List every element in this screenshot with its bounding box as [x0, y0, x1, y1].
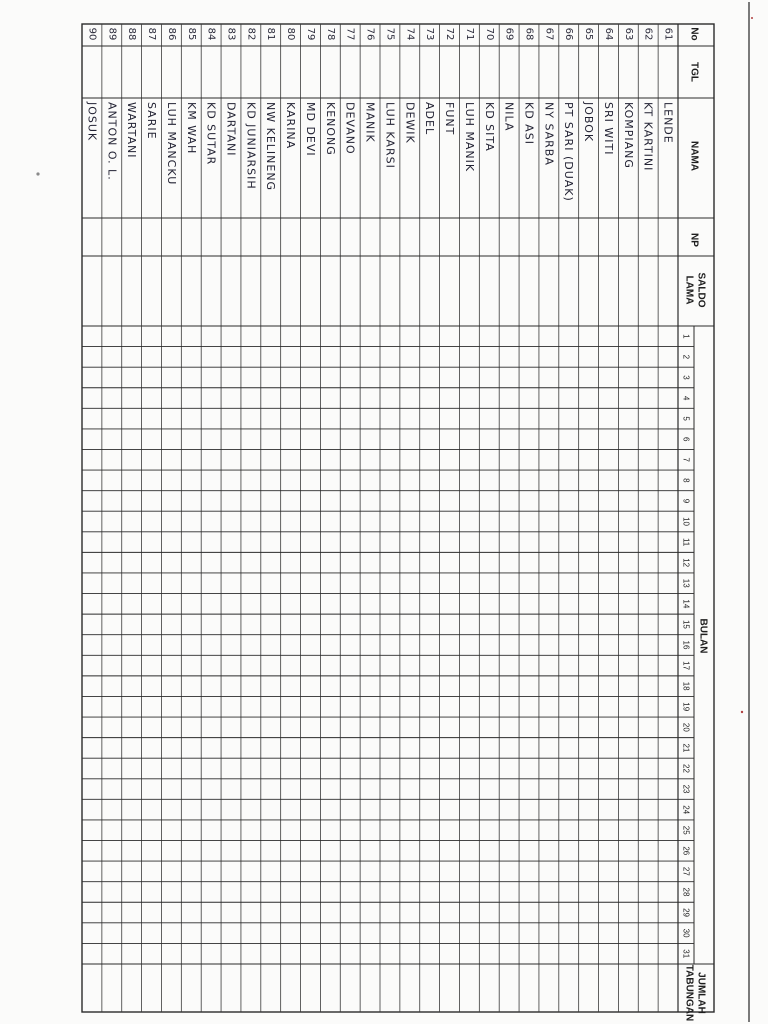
row-name: SARIE	[145, 102, 159, 140]
row-number: 80	[285, 27, 297, 41]
day-label: 21	[681, 743, 691, 753]
row-name: JOBOK	[582, 102, 596, 143]
header-saldo: SALDO	[695, 272, 707, 308]
day-label: 7	[681, 457, 691, 463]
row-number: 75	[384, 27, 396, 41]
row-number: 62	[642, 27, 654, 41]
day-label: 12	[681, 558, 691, 568]
header-bulan: BULAN	[697, 618, 709, 654]
row-name: KD ASI	[522, 102, 536, 145]
row-name: DEVANO	[343, 102, 357, 155]
row-name: LUH MANCKU	[164, 102, 178, 186]
day-label: 13	[681, 578, 691, 588]
row-number: 74	[404, 27, 416, 41]
row-name: WARTANI	[125, 102, 139, 159]
header-lama: LAMA	[683, 275, 695, 305]
day-label: 10	[681, 517, 691, 526]
row-number: 68	[523, 27, 535, 41]
row-name: KD SUTAR	[204, 102, 218, 166]
day-header-labels	[682, 334, 691, 959]
speck-mark	[741, 711, 743, 713]
row-number: 70	[483, 27, 495, 41]
row-number: 77	[344, 27, 356, 41]
row-name: LUH MANIK	[462, 102, 476, 173]
day-label: 16	[681, 640, 691, 650]
page-edge-shadow	[748, 2, 750, 1022]
day-label: 6	[681, 436, 691, 442]
speck-mark	[36, 172, 39, 175]
day-label: 14	[681, 599, 691, 609]
day-label: 3	[681, 375, 691, 380]
row-number: 86	[165, 27, 177, 41]
day-label: 1	[681, 334, 691, 339]
row-number: 89	[106, 27, 118, 41]
row-name: KD JUNIARSIH	[244, 102, 258, 190]
header-tabungan: TABUNGAN	[683, 964, 695, 1022]
row-name: FUNT	[443, 102, 457, 136]
row-name: PT SARI (DUAK)	[562, 102, 576, 202]
day-label: 28	[681, 887, 691, 897]
row-name: KT KARTINI	[641, 102, 655, 172]
row-number: 85	[185, 27, 197, 41]
day-label: 19	[681, 702, 691, 712]
row-number: 67	[543, 27, 555, 41]
row-name: KARINA	[284, 102, 298, 150]
row-number: 72	[444, 27, 456, 41]
day-label: 17	[681, 661, 691, 671]
row-name: ANTON O. L.	[105, 102, 119, 181]
row-number: 82	[245, 27, 257, 41]
row-name: JOSUK	[85, 102, 99, 142]
row-name: NY SARBA	[542, 102, 556, 166]
day-label: 9	[681, 498, 691, 504]
header-nama: NAMA	[688, 141, 700, 171]
row-name: DEWIK	[403, 102, 417, 144]
row-number: 76	[364, 27, 376, 41]
header-no: No	[688, 27, 700, 41]
day-label: 4	[681, 395, 691, 401]
day-label: 29	[681, 908, 691, 918]
day-label: 11	[681, 537, 691, 547]
row-number: 69	[503, 27, 515, 41]
row-name: MANIK	[363, 102, 377, 143]
day-label: 20	[681, 722, 691, 732]
day-label: 27	[681, 866, 691, 876]
row-name: NILA	[502, 102, 516, 132]
row-number: 79	[304, 27, 316, 41]
speck-mark	[751, 17, 753, 19]
row-number: 61	[662, 27, 674, 41]
day-label: 15	[681, 619, 691, 629]
header-tgl: TGL	[688, 62, 700, 82]
row-number: 84	[205, 27, 217, 41]
day-label: 24	[681, 805, 691, 815]
day-label: 2	[681, 354, 691, 360]
row-name: DARTANI	[224, 102, 238, 157]
row-name: SRI WITI	[601, 102, 615, 156]
row-name: LUH KARSI	[383, 102, 397, 169]
day-label: 5	[681, 416, 691, 421]
header-np: NP	[688, 233, 700, 247]
row-name: LENDE	[661, 102, 675, 144]
row-name: NW KELINENG	[264, 102, 278, 192]
day-label: 23	[681, 784, 691, 794]
row-number: 65	[583, 27, 595, 41]
row-name: KOMPIANG	[621, 102, 635, 169]
row-name: KD SITA	[482, 102, 496, 152]
row-name: MD DEVI	[303, 102, 317, 157]
row-number: 78	[324, 27, 336, 41]
row-number: 63	[622, 27, 634, 41]
day-label: 18	[681, 681, 691, 691]
row-number: 87	[146, 27, 158, 41]
header-jumlah: JUMLAH	[695, 972, 707, 1014]
row-name: KM WAH	[184, 102, 198, 155]
row-number: 88	[126, 27, 138, 41]
row-number: 71	[463, 27, 475, 41]
row-number: 73	[424, 27, 436, 41]
day-label: 26	[681, 846, 691, 856]
row-name: KENONG	[323, 102, 337, 156]
row-number: 66	[563, 27, 575, 41]
row-number: 64	[602, 27, 614, 41]
day-label: 8	[681, 478, 691, 483]
row-number: 90	[86, 27, 98, 41]
day-label: 30	[681, 928, 691, 938]
day-label: 31	[681, 949, 691, 959]
day-label: 22	[681, 764, 691, 773]
row-number: 81	[265, 27, 277, 41]
day-label: 25	[681, 825, 691, 835]
row-name: ADEL	[423, 102, 437, 136]
row-number: 83	[225, 27, 237, 41]
